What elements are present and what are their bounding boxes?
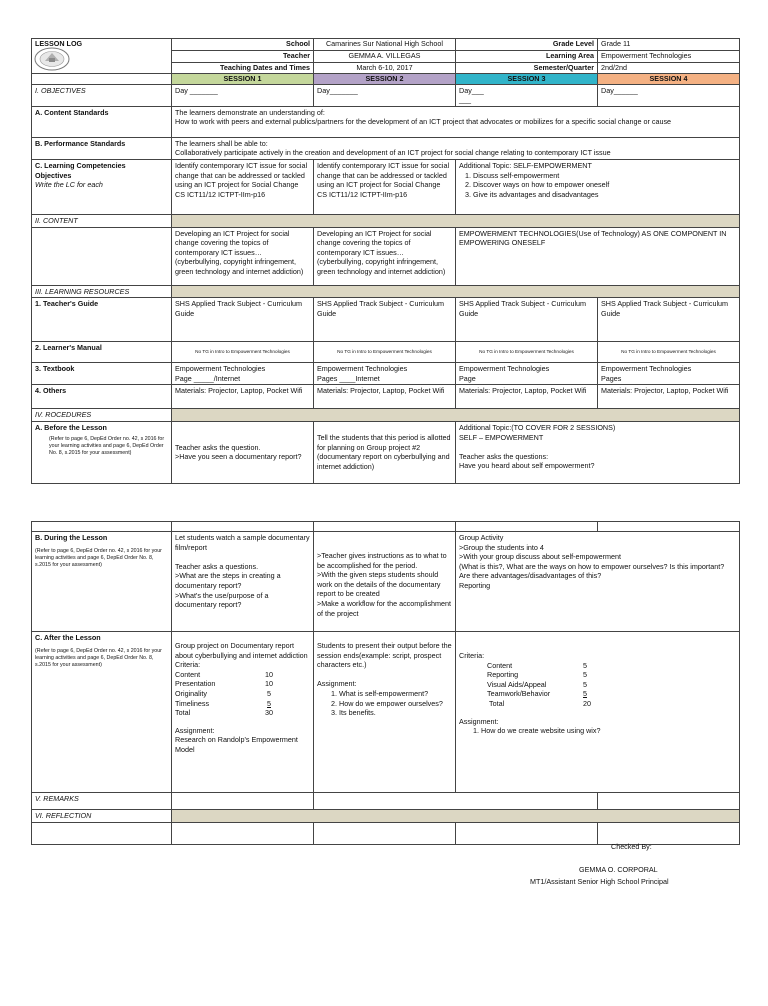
blank-cell (456, 522, 598, 532)
textbook-3: Empowerment Technologies Page (456, 363, 598, 385)
after-s2-intro: Students to present their output before the session ends(example: script, prospect characters etc.) Assignment: (317, 641, 452, 689)
list-item: 1. Discuss self-empowerment (473, 171, 736, 181)
learning-area-value: Empowerment Technologies (598, 51, 740, 63)
criteria-row (459, 670, 736, 680)
during-lesson-ref: (Refer to page 6, DepEd Order no. 42, s 2016 for your learning activities and page 6, DepEd Order No. 8, s.2015 for your assessment) (35, 547, 162, 568)
semester-value: 2nd/2nd (598, 63, 740, 74)
after-lesson-session-1 (172, 632, 314, 793)
semester-label: Semester/Quarter (456, 63, 598, 74)
criteria-name: Content (487, 660, 513, 670)
criteria-name: Timeliness (175, 698, 210, 708)
blank-cell (172, 522, 314, 532)
criteria-name: Total (175, 708, 191, 718)
after-s1-intro: Group project on Documentary report about cyberbullying and internet addiction Criteria: (175, 641, 308, 670)
content-standards-text: The learners demonstrate an understanding of: How to work with peers and external publics/partners for the development of an ICT project that advocates or mobilizes for a specific social change or cause (172, 106, 740, 137)
lesson-log-table-2 (31, 521, 740, 845)
criteria-points: 10 (265, 669, 273, 679)
criteria-row (459, 680, 736, 690)
criteria-row (175, 689, 310, 699)
learners-manual-1: No TG in Intro to Empowerment Technologies (172, 342, 314, 363)
criteria-row (175, 708, 310, 718)
reflection-label: VI. REFLECTION (32, 810, 172, 823)
content-divider (172, 214, 740, 227)
criteria-row (175, 670, 310, 680)
learners-manual-4: No TG in Intro to Empowerment Technologies (598, 342, 740, 363)
session-4-header: SESSION 4 (598, 74, 740, 85)
remarks-cell-2 (314, 793, 598, 810)
school-label: School (172, 39, 314, 51)
content-session-1: Developing an ICT Project for social change covering the topics of contemporary ICT issues… (cyberbullying, copyright infringement, green technology and internet addiction) (172, 227, 314, 285)
remarks-cell-1 (172, 793, 314, 810)
remarks-label: V. REMARKS (32, 793, 172, 810)
teachers-guide-4: SHS Applied Track Subject - Curriculum Guide (598, 298, 740, 342)
lesson-log-table-1 (31, 38, 740, 484)
objectives-label: I. OBJECTIVES (32, 84, 172, 106)
after-lesson-session-2 (314, 632, 456, 793)
criteria-points: 5 (267, 688, 271, 698)
competencies-label: C. Learning Competencies Objectives (35, 160, 126, 180)
school-value: Camarines Sur National High School (314, 39, 456, 51)
list-item: 2. How do we empower ourselves? (339, 699, 452, 709)
criteria-points: 5 (583, 689, 587, 699)
after-lesson-label: C. After the Lesson (35, 633, 101, 642)
learners-manual-label: 2. Learner's Manual (32, 342, 172, 363)
content-session-34: EMPOWERMENT TECHNOLOGIES(Use of Technology) AS ONE COMPONENT IN EMPOWERING ONESELF (456, 227, 740, 285)
textbook-label: 3. Textbook (32, 363, 172, 385)
reflection-cell-1 (172, 822, 314, 844)
textbook-4: Empowerment Technologies Pages (598, 363, 740, 385)
grade-value: Grade 11 (598, 39, 740, 51)
session-blank (32, 74, 172, 85)
after-lesson-label-cell (32, 632, 172, 793)
learners-manual-3: No TG in Intro to Empowerment Technologies (456, 342, 598, 363)
criteria-points: 5 (267, 698, 271, 708)
day-field-3: Day___ ___ (456, 84, 598, 106)
criteria-name: Reporting (487, 670, 519, 680)
session-1-header: SESSION 1 (172, 74, 314, 85)
criteria-row (175, 699, 310, 709)
during-lesson-session-2: >Teacher gives instructions as to what to be accomplished for the period. >With the given steps students should work on the details of the documentary report to be created >Make a workflow for the accomplishment of the project (314, 532, 456, 632)
procedures-divider (172, 409, 740, 422)
after-lesson-ref: (Refer to page 6, DepEd Order no. 42, s 2016 for your learning activities and page 6, DepEd Order No. 8, s.2015 for your assessment) (35, 647, 162, 668)
list-item: 1. How do we create website using wix? (481, 726, 736, 736)
principal-name: GEMMA O. CORPORAL (579, 865, 658, 874)
school-seal-logo (33, 47, 71, 71)
content-blank (32, 227, 172, 285)
list-item: 1. What is self-empowerment? (339, 689, 452, 699)
performance-standards-label: B. Performance Standards (32, 137, 172, 159)
learning-resources-label: III. LEARNING RESOURCES (32, 285, 172, 298)
competencies-label-cell (32, 159, 172, 214)
before-lesson-label: A. Before the Lesson (35, 422, 107, 432)
competencies-session-1: Identify contemporary ICT issue for social change that can be addressed or tackled using an ICT project for Social Change CS ICT11/12 ICTPT-IIm-p16 (172, 159, 314, 214)
day-field-1: Day _______ (172, 84, 314, 106)
after-s2-list (317, 689, 452, 718)
reflection-cell-3 (456, 822, 598, 844)
after-lesson-session-34 (456, 632, 740, 793)
competencies-session-3 (456, 159, 740, 214)
learners-manual-2: No TG in Intro to Empowerment Technologies (314, 342, 456, 363)
before-lesson-session-1: Teacher asks the question. >Have you seen a documentary report? (172, 421, 314, 483)
criteria-name: Teamwork/Behavior (487, 689, 551, 699)
after-s1-assignment: Assignment: Research on Randolp's Empowerment Model (175, 725, 298, 754)
list-item: 3. Its benefits. (339, 708, 452, 718)
grade-label: Grade Level (456, 39, 598, 51)
criteria-points: 5 (583, 660, 587, 670)
during-lesson-session-34: Group Activity >Group the students into 4 >With your group discuss about self-empowerment (What is this?, What are the ways on how to empower ourselves? Is this important? Are there advantages/disadvantages of this? Reporting (456, 532, 740, 632)
before-lesson-session-34: Additional Topic:(TO COVER FOR 2 SESSIONS) SELF – EMPOWERMENT Teacher asks the questions: Have you heard about self empowerment? (456, 421, 740, 483)
teacher-label: Teacher (172, 51, 314, 63)
criteria-name: Presentation (175, 679, 216, 689)
teacher-value: GEMMA A. VILLEGAS (314, 51, 456, 63)
procedures-label: IV. ROCEDURES (32, 409, 172, 422)
dates-value: March 6-10, 2017 (314, 63, 456, 74)
after-s34-list (459, 726, 736, 736)
remarks-cell-4 (598, 793, 740, 810)
session-2-header: SESSION 2 (314, 74, 456, 85)
list-item: 2. Discover ways on how to empower oneself (473, 180, 736, 190)
after-s34-intro: Criteria: (459, 651, 485, 660)
criteria-name: Content (175, 669, 201, 679)
list-item: 3. Give its advantages and disadvantages (473, 190, 736, 200)
reflection-cell-0 (32, 822, 172, 844)
others-1: Materials: Projector, Laptop, Pocket Wifi (172, 385, 314, 409)
teachers-guide-2: SHS Applied Track Subject - Curriculum Guide (314, 298, 456, 342)
others-2: Materials: Projector, Laptop, Pocket Wifi (314, 385, 456, 409)
criteria-points: 10 (265, 679, 273, 689)
others-label: 4. Others (32, 385, 172, 409)
additional-topic-title: Additional Topic: SELF-EMPOWERMENT (459, 160, 592, 170)
before-lesson-session-2: Tell the students that this period is allotted for planning on Group project #2 (documentary report on cyberbullying and internet addiction) (314, 421, 456, 483)
principal-title: MT1/Assistant Senior High School Principal (530, 877, 669, 886)
textbook-1: Empowerment Technologies Page _____/Internet (172, 363, 314, 385)
textbook-2: Empowerment Technologies Pages ____Internet (314, 363, 456, 385)
reflection-cell-4 (598, 822, 740, 844)
teachers-guide-1: SHS Applied Track Subject - Curriculum Guide (172, 298, 314, 342)
session-3-header: SESSION 3 (456, 74, 598, 85)
blank-cell (598, 522, 740, 532)
criteria-points: 30 (265, 708, 273, 718)
content-label: II. CONTENT (32, 214, 172, 227)
criteria-row (459, 699, 736, 709)
during-lesson-session-1: Let students watch a sample documentary film/report Teacher asks a questions. >What are the steps in creating a documentary report? >What's the use/purpose of a documentary report? (172, 532, 314, 632)
dates-label: Teaching Dates and Times (172, 63, 314, 74)
checked-by-label: Checked By: (611, 842, 652, 851)
resources-divider (172, 285, 740, 298)
competencies-sub: Write the LC for each (35, 180, 103, 190)
blank-cell (314, 522, 456, 532)
before-lesson-ref: (Refer to page 6, DepEd Order no. 42, s 2016 for your learning activities and page 6, DepEd Order No. 8, s.2015 for your assessment) (49, 435, 165, 456)
reflection-cell-2 (314, 822, 456, 844)
criteria-points: 5 (583, 679, 587, 689)
content-session-2: Developing an ICT Project for social change covering the topics of contemporary ICT issues… (cyberbullying, copyright infringement, green technology and internet addiction) (314, 227, 456, 285)
criteria-name: Visual Aids/Appeal (487, 679, 547, 689)
criteria-row (175, 679, 310, 689)
during-lesson-label-cell (32, 532, 172, 632)
after-s34-assignment: Assignment: (459, 716, 499, 726)
competencies-list (459, 171, 736, 200)
before-lesson-label-cell (32, 421, 172, 483)
performance-standards-text: The learners shall be able to: Collaboratively participate actively in the creation and development of an ICT project for social change relating to contemporary ICT issue (172, 137, 740, 159)
others-3: Materials: Projector, Laptop, Pocket Wifi (456, 385, 598, 409)
teachers-guide-label: 1. Teacher's Guide (32, 298, 172, 342)
content-standards-label: A. Content Standards (32, 106, 172, 137)
competencies-session-2: Identify contemporary ICT issue for social change that can be addressed or tackled using an ICT project for Social Change CS ICT11/12 ICTPT-IIm-p16 (314, 159, 456, 214)
blank-cell (32, 522, 172, 532)
others-4: Materials: Projector, Laptop, Pocket Wifi (598, 385, 740, 409)
criteria-points: 5 (583, 670, 587, 680)
criteria-name: Total (489, 698, 505, 708)
day-field-2: Day_______ (314, 84, 456, 106)
during-lesson-label: B. During the Lesson (35, 533, 108, 542)
criteria-row (459, 661, 736, 671)
learning-area-label: Learning Area (456, 51, 598, 63)
criteria-name: Originality (175, 688, 207, 698)
teachers-guide-3: SHS Applied Track Subject - Curriculum Guide (456, 298, 598, 342)
criteria-row (459, 689, 736, 699)
reflection-divider (172, 810, 740, 823)
criteria-points: 20 (583, 698, 591, 708)
lesson-log-title: LESSON LOG (35, 39, 83, 48)
day-field-4: Day______ (598, 84, 740, 106)
